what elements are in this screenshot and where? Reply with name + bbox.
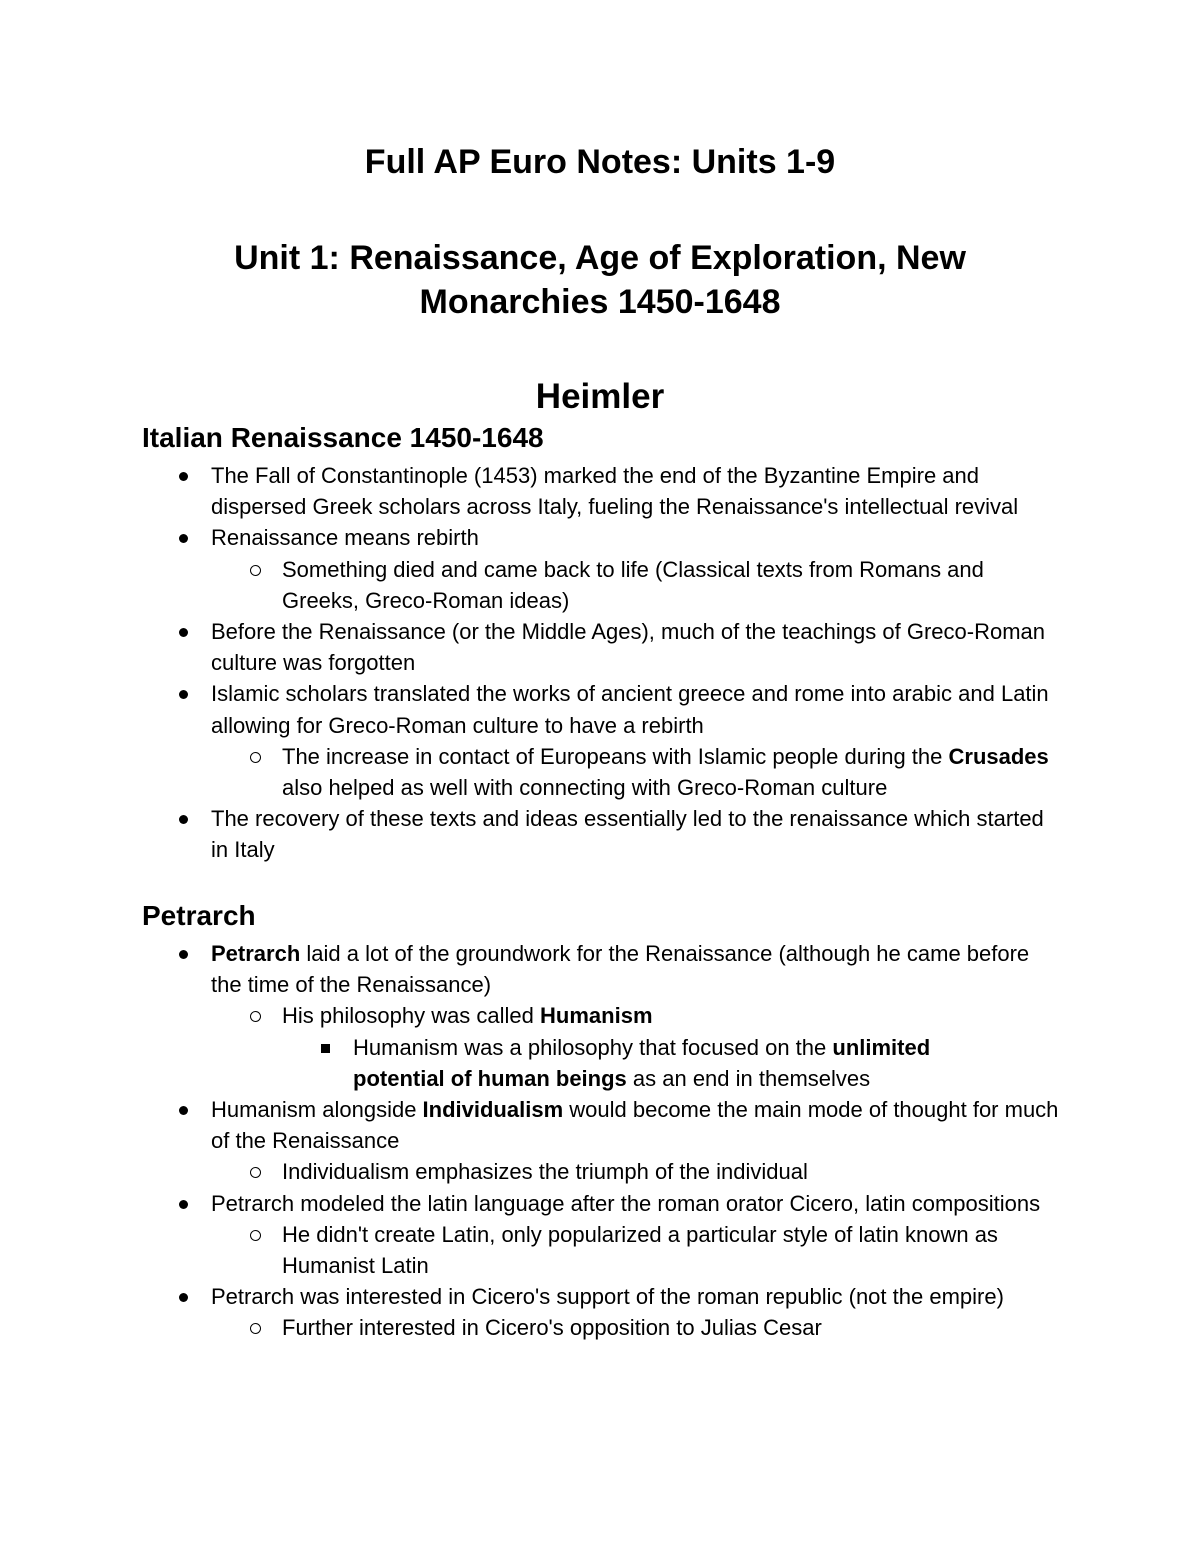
unit-title: Unit 1: Renaissance, Age of Exploration, New Monarchies 1450-1648 xyxy=(234,239,966,321)
petrarch-notes-list xyxy=(0,938,1200,1344)
list-item xyxy=(0,1188,1061,1219)
list-item-text: Islamic scholars translated the works of ancient greece and rome into arabic and Latin allowing for Greco-Roman culture to have a rebirth xyxy=(211,681,1049,738)
list-item xyxy=(0,938,1061,1000)
document-title: Full AP Euro Notes: Units 1-9 xyxy=(364,143,836,181)
list-item-text: The recovery of these texts and ideas essentially led to the renaissance which started in Italy xyxy=(211,806,1044,863)
list-item xyxy=(0,554,1062,616)
list-item-text-post: as an end in themselves xyxy=(626,1065,871,1091)
bold-term: unlimited potential of human beings xyxy=(353,1034,931,1091)
filled-bullet-icon xyxy=(179,534,188,543)
list-item-text-post: laid a lot of the groundwork for the Renaissance (although he came before the time of the Renaissance) xyxy=(211,941,1030,998)
section-heading-petrarch: Petrarch xyxy=(142,900,256,931)
list-item-text-post: would become the main mode of thought for much of the Renaissance xyxy=(211,1097,1059,1154)
list-item-text-pre: Humanism was a philosophy that focused on the xyxy=(353,1034,833,1060)
filled-bullet-icon xyxy=(179,1106,188,1115)
bold-term: Individualism xyxy=(422,1097,564,1123)
hollow-bullet-icon xyxy=(250,1230,261,1241)
list-item xyxy=(0,616,1061,678)
filled-bullet-icon xyxy=(179,628,188,637)
list-item xyxy=(0,1094,1061,1156)
list-item-text: Petrarch modeled the latin language after the roman orator Cicero, latin compositions xyxy=(211,1190,1041,1216)
hollow-bullet-icon xyxy=(250,1167,261,1178)
list-item xyxy=(0,1219,1062,1281)
list-item xyxy=(0,522,1061,553)
list-item xyxy=(0,1156,1062,1187)
list-item xyxy=(0,460,1061,522)
hollow-bullet-icon xyxy=(250,752,261,763)
list-item xyxy=(0,1000,1062,1031)
list-item-text-pre: The increase in contact of Europeans with Islamic people during the xyxy=(282,743,949,769)
list-item-text: Further interested in Cicero's opposition to Julias Cesar xyxy=(282,1315,822,1341)
section-heading-italian-renaissance: Italian Renaissance 1450-1648 xyxy=(142,422,544,453)
bold-term: Petrarch xyxy=(211,941,301,966)
filled-bullet-icon xyxy=(179,1200,188,1209)
filled-bullet-icon xyxy=(179,690,188,699)
square-bullet-icon xyxy=(321,1044,330,1053)
list-item xyxy=(0,741,1062,803)
bold-term: Crusades xyxy=(948,743,1049,769)
list-item-text: Individualism emphasizes the triumph of the individual xyxy=(282,1159,808,1185)
list-item-text: Something died and came back to life (Classical texts from Romans and Greeks, Greco-Roman ideas) xyxy=(282,556,984,613)
list-item-text-pre: Humanism alongside xyxy=(211,1097,423,1123)
list-item xyxy=(0,1281,1061,1312)
hollow-bullet-icon xyxy=(250,1011,261,1022)
list-item-text: Before the Renaissance (or the Middle Ages), much of the teachings of Greco-Roman culture was forgotten xyxy=(211,619,1045,676)
list-item xyxy=(0,678,1061,740)
list-item-text: The Fall of Constantinople (1453) marked the end of the Byzantine Empire and dispersed Greek scholars across Italy, fueling the Renaissance's intellectual revival xyxy=(211,463,1019,520)
filled-bullet-icon xyxy=(179,1293,188,1302)
bold-term: Humanism xyxy=(540,1003,653,1029)
list-item-text-pre: His philosophy was called xyxy=(282,1003,541,1029)
list-item xyxy=(0,1312,1062,1343)
filled-bullet-icon xyxy=(179,815,188,824)
list-item-text: Petrarch was interested in Cicero's support of the roman republic (not the empire) xyxy=(211,1284,1004,1310)
italian-renaissance-notes-list xyxy=(0,460,1200,866)
source-heading: Heimler xyxy=(535,377,665,416)
list-item xyxy=(0,1032,993,1094)
list-item xyxy=(0,803,1061,865)
list-item-text: He didn't create Latin, only popularized a particular style of latin known as Humanist Latin xyxy=(282,1221,998,1279)
hollow-bullet-icon xyxy=(250,1323,261,1334)
hollow-bullet-icon xyxy=(250,565,261,576)
filled-bullet-icon xyxy=(179,950,188,959)
filled-bullet-icon xyxy=(179,472,188,481)
list-item-text: Renaissance means rebirth xyxy=(211,525,479,551)
list-item-text-post: also helped as well with connecting with Greco-Roman culture xyxy=(282,775,888,801)
